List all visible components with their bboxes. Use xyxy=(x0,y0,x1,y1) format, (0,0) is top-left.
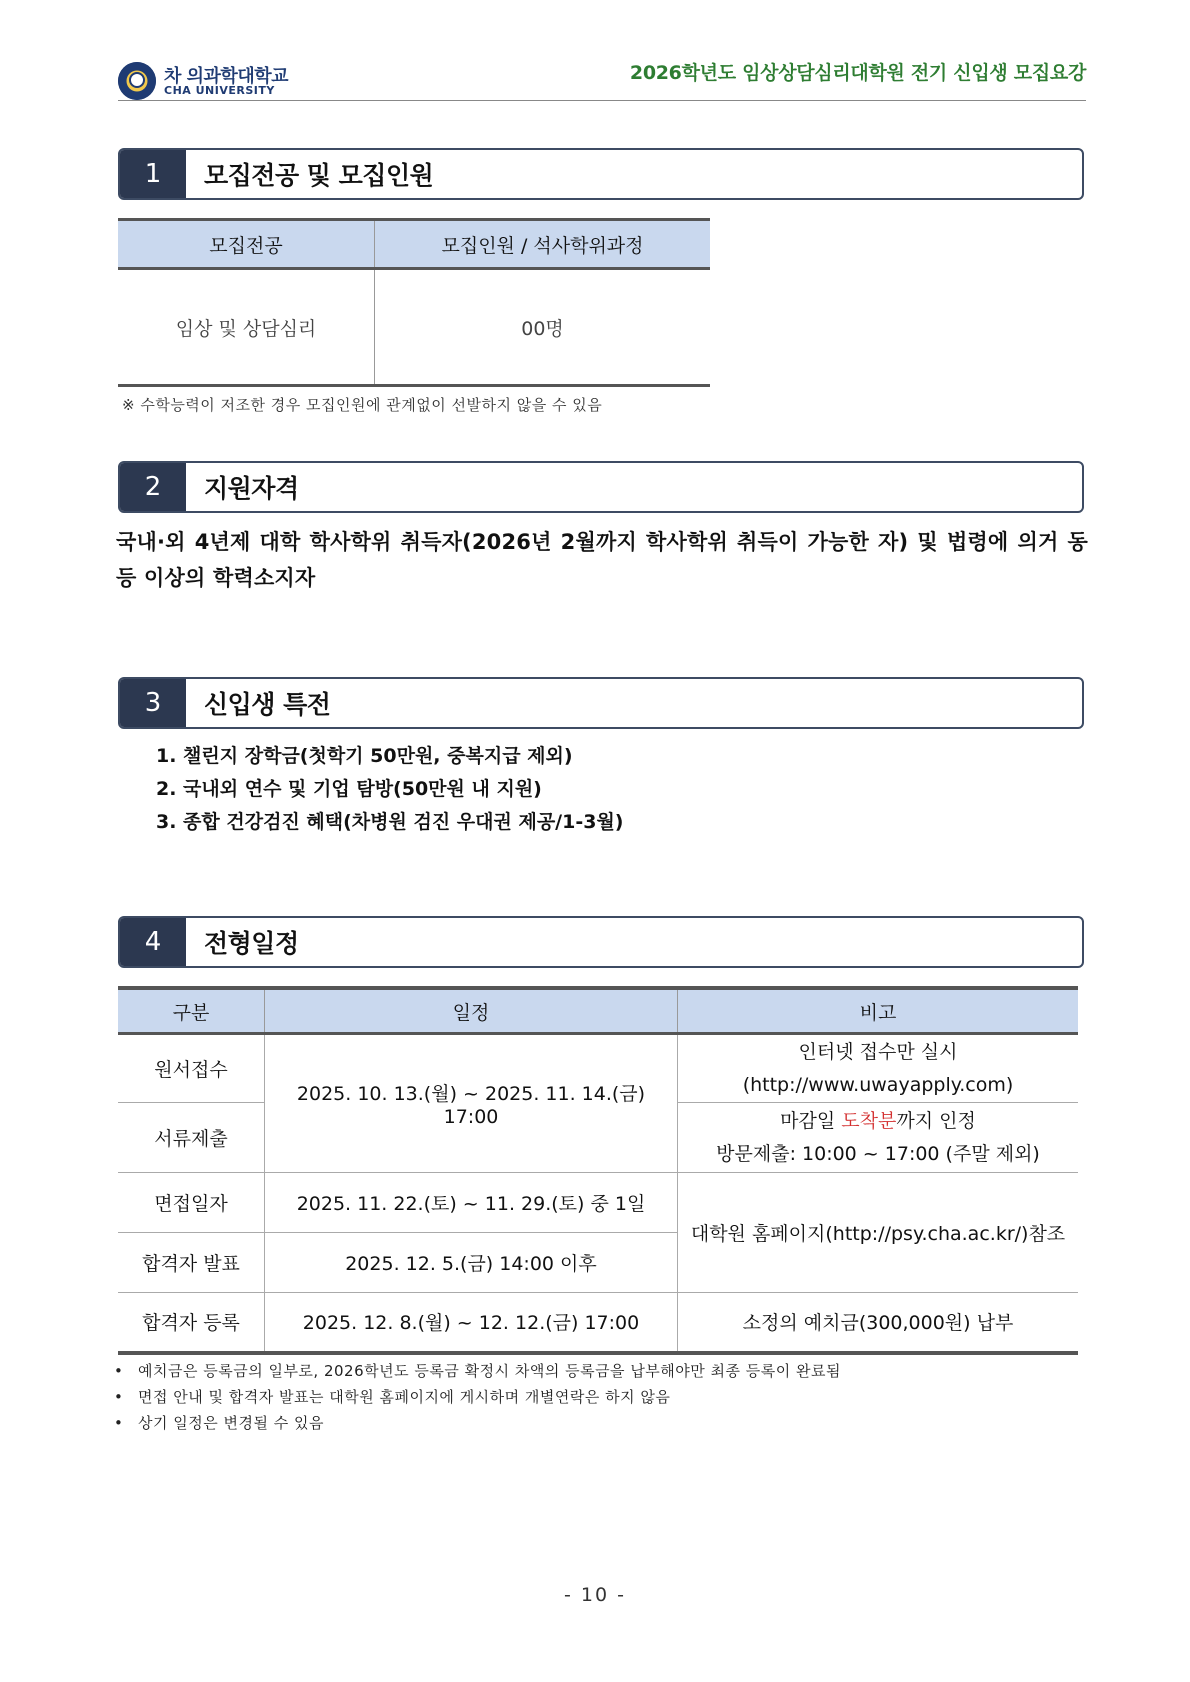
list-item: 3. 종합 건강검진 혜택(차병원 검진 우대권 제공/1-3월) xyxy=(156,811,624,833)
table-cell: 면접일자 xyxy=(118,1173,265,1233)
apply-url: (http://www.uwayapply.com) xyxy=(742,1073,1014,1096)
section-title: 모집전공 및 모집인원 xyxy=(204,161,434,190)
list-item: 1. 챌린지 장학금(첫학기 50만원, 중복지급 제외) xyxy=(156,745,573,767)
table-header: 구분 xyxy=(118,988,265,1034)
section-1-header xyxy=(118,148,1084,200)
section-number: 4 xyxy=(120,918,186,966)
section-number: 3 xyxy=(120,679,186,727)
qualification-text: 국내·외 4년제 대학 학사학위 취득자(2026년 2월까지 학사학위 취득이 가능한 자) 및 법령에 의거 동등 이상의 학력소지자 xyxy=(116,530,1088,590)
university-logo-icon xyxy=(118,62,156,100)
table-header: 모집인원 / 석사학위과정 xyxy=(375,220,711,269)
section-title: 신입생 특전 xyxy=(204,690,331,719)
header-divider xyxy=(118,100,1086,101)
list-item: 2. 국내외 연수 및 기업 탐방(50만원 내 지원) xyxy=(156,778,542,800)
section-title: 지원자격 xyxy=(204,474,299,503)
table-cell: 임상 및 상담심리 xyxy=(118,269,375,386)
list-item: • 상기 일정은 변경될 수 있음 xyxy=(114,1410,841,1436)
section-2-header xyxy=(118,461,1084,513)
schedule-notes xyxy=(114,1358,841,1436)
note-text: 까지 인정 xyxy=(896,1109,976,1132)
table-cell xyxy=(678,1034,1079,1103)
note-line xyxy=(684,1105,1072,1138)
section-number: 1 xyxy=(120,150,186,198)
university-name-ko: 차 의과학대학교 xyxy=(164,66,288,87)
table-cell: 소정의 예치금(300,000원) 납부 xyxy=(678,1293,1079,1353)
table-cell: 합격자 발표 xyxy=(118,1233,265,1293)
note-line: 방문제출: 10:00 ~ 17:00 (주말 제외) xyxy=(716,1142,1040,1165)
table-cell: 합격자 등록 xyxy=(118,1293,265,1353)
table-cell: 2025. 11. 22.(토) ~ 11. 29.(토) 중 1일 xyxy=(265,1173,678,1233)
list-item: • 면접 안내 및 합격자 발표는 대학원 홈페이지에 게시하며 개별연락은 하지 않음 xyxy=(114,1384,841,1410)
table-cell: 대학원 홈페이지(http://psy.cha.ac.kr/)참조 xyxy=(678,1173,1079,1293)
table-header: 모집전공 xyxy=(118,220,375,269)
table-cell: 00명 xyxy=(375,269,711,386)
note-text: 마감일 xyxy=(780,1109,842,1132)
page-number: - 10 - xyxy=(564,1584,626,1606)
note-highlight: 도착분 xyxy=(841,1109,897,1132)
table-cell: 2025. 12. 5.(금) 14:00 이후 xyxy=(265,1233,678,1293)
recruit-note: ※ 수학능력이 저조한 경우 모집인원에 관계없이 선발하지 않을 수 있음 xyxy=(122,396,603,414)
section-number: 2 xyxy=(120,463,186,511)
schedule-table xyxy=(118,986,1078,1355)
recruit-table xyxy=(118,218,710,387)
section-title: 전형일정 xyxy=(204,929,299,958)
table-cell xyxy=(678,1103,1079,1173)
note-line: 인터넷 접수만 실시 xyxy=(798,1040,958,1063)
table-cell: 원서접수 xyxy=(118,1034,265,1103)
table-cell: 2025. 10. 13.(월) ~ 2025. 11. 14.(금) 17:00 xyxy=(265,1034,678,1173)
section-4-header xyxy=(118,916,1084,968)
benefits-list xyxy=(156,740,624,839)
table-cell: 서류제출 xyxy=(118,1103,265,1173)
university-name-en: CHA UNIVERSITY xyxy=(164,84,275,97)
document-title: 2026학년도 임상상담심리대학원 전기 신입생 모집요강 xyxy=(629,62,1086,84)
section-3-header xyxy=(118,677,1084,729)
table-cell: 2025. 12. 8.(월) ~ 12. 12.(금) 17:00 xyxy=(265,1293,678,1353)
table-header: 비고 xyxy=(678,988,1079,1034)
list-item: • 예치금은 등록금의 일부로, 2026학년도 등록금 확정시 차액의 등록금을 납부해야만 최종 등록이 완료됨 xyxy=(114,1358,841,1384)
table-header: 일정 xyxy=(265,988,678,1034)
